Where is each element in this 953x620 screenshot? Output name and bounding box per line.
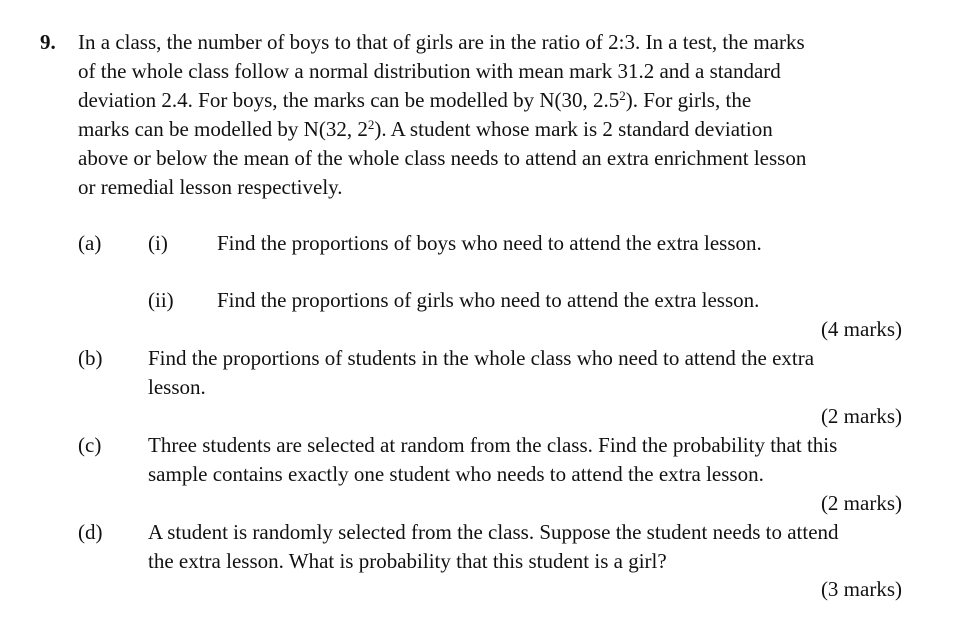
part-d-label: (d) (78, 520, 103, 544)
part-a-i-text: Find the proportions of boys who need to attend the extra lesson. (217, 231, 762, 255)
stem-line: In a class, the number of boys to that of girls are in the ratio of 2:3. In a test, the marks (78, 30, 805, 54)
part-c-label: (c) (78, 433, 102, 457)
stem-line: above or below the mean of the whole class needs to attend an extra enrichment lesson (78, 146, 807, 170)
part-b-text-line2: lesson. (148, 375, 206, 399)
part-c-text-line1: Three students are selected at random from the class. Find the probability that this (148, 433, 838, 457)
exponent: 2 (367, 117, 375, 132)
part-d-text-line2: the extra lesson. What is probability that this student is a girl? (148, 549, 667, 573)
part-b-marks: (2 marks) (820, 404, 902, 428)
exponent: 2 (619, 88, 626, 103)
stem-line: of the whole class follow a normal distribution with mean mark 31.2 and a standard (78, 59, 781, 83)
stem-line: deviation 2.4. For boys, the marks can be modelled by N(30, $2.5^2$). For girls, the (78, 88, 752, 112)
part-a-i-label: (i) (148, 231, 168, 255)
part-c-text-line2: sample contains exactly one student who needs to attend the extra lesson. (148, 462, 764, 486)
part-a-ii-label: (ii) (148, 288, 174, 312)
part-a-label: (a) (78, 231, 102, 255)
stem-line: marks can be modelled by N(32, $2^2$). A student whose mark is 2 standard deviation (78, 117, 773, 141)
question-number: 9. (40, 30, 56, 54)
part-c-marks: (2 marks) (820, 491, 902, 515)
part-a-marks: (4 marks) (820, 317, 902, 341)
question-stem (78, 28, 886, 202)
part-b-text-line1: Find the proportions of students in the whole class who need to attend the extra (148, 346, 815, 370)
part-d-text-line1: A student is randomly selected from the class. Suppose the student needs to attend (148, 520, 839, 544)
part-a-ii-text: Find the proportions of girls who need to attend the extra lesson. (217, 288, 760, 312)
stem-line: or remedial lesson respectively. (78, 175, 343, 199)
part-b-label: (b) (78, 346, 103, 370)
part-d-marks: (3 marks) (820, 577, 902, 601)
